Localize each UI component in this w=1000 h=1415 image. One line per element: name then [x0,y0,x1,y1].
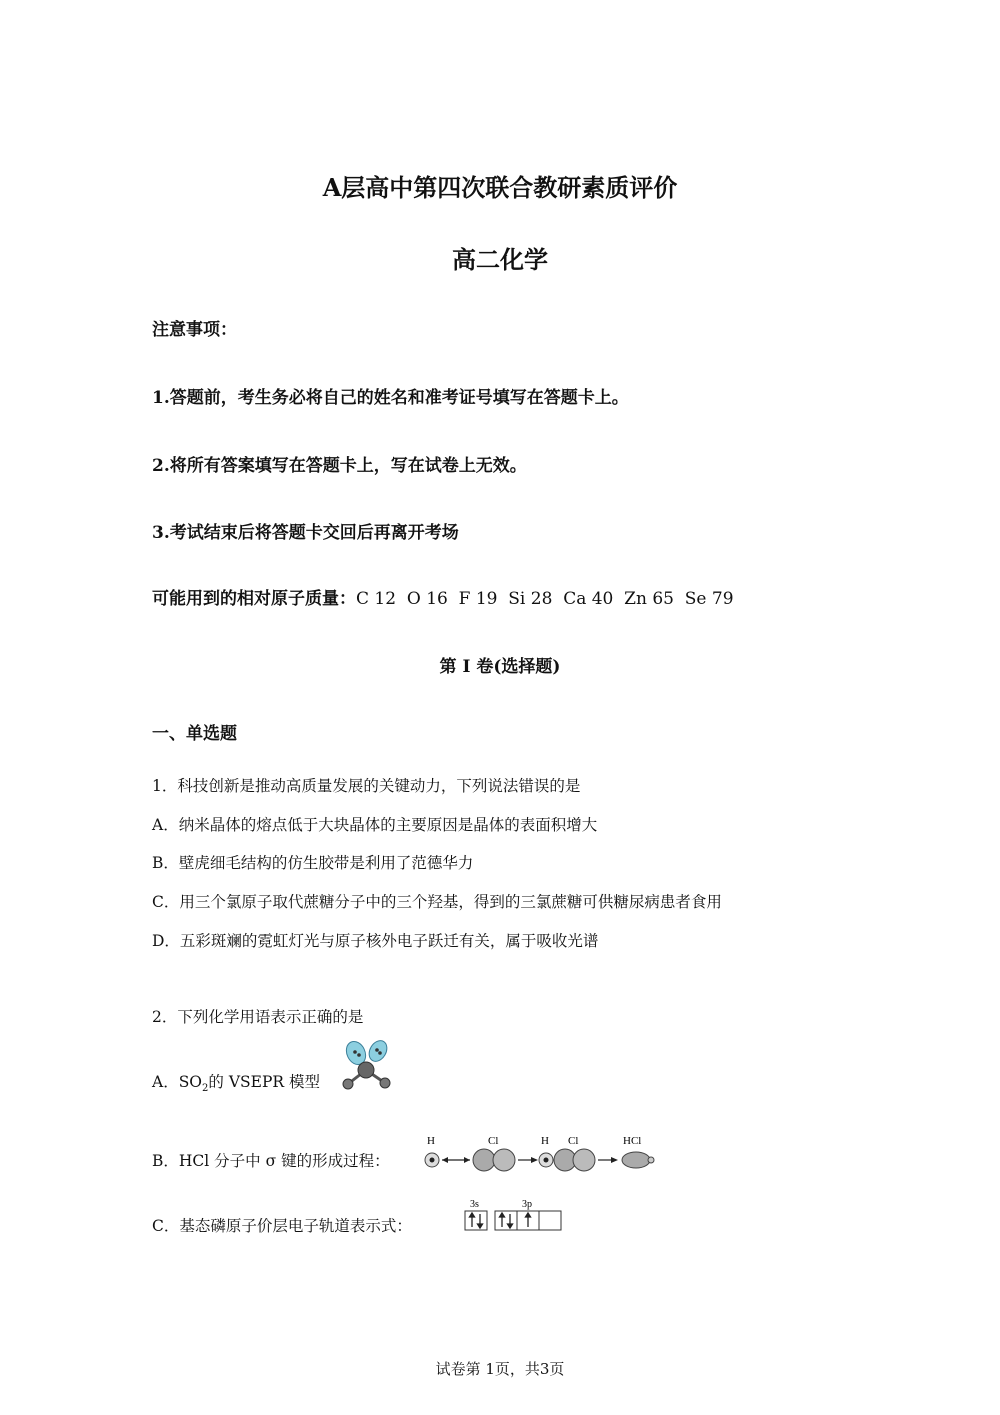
question-1-option-c: C．用三个氯原子取代蔗糖分子中的三个羟基，得到的三氯蔗糖可供糖尿病患者食用 [152,893,722,911]
atomic-masses [152,584,734,609]
question-2-option-a: A．$SO_2$的 VSEPR 模型 [152,1073,320,1095]
question-2-option-c: C．基态磷原子价层电子轨道表示式： [152,1217,412,1235]
exam-title: A层高中第四次联合教研素质评价 [322,173,678,202]
so2-vsepr-model-figure [338,1040,398,1092]
hcl-label-h2: H [541,1135,549,1147]
orbital-label-3s: 3s [470,1199,479,1210]
question-1-option-a: A．纳米晶体的熔点低于大块晶体的主要原因是晶体的表面积增大 [152,816,598,834]
question-1-stem: 1．科技创新是推动高质量发展的关键动力，下列说法错误的是 [152,777,581,795]
hcl-label-cl2: Cl [568,1135,579,1147]
atomic-masses-values: C 12 O 16 F 19 Si 28 Ca 40 Zn 65 Se 79 [356,589,734,609]
question-1-option-d: D．五彩斑斓的霓虹灯光与原子核外电子跃迁有关，属于吸收光谱 [152,932,599,950]
hcl-label-h1: H [427,1135,435,1147]
hcl-sigma-bond-figure [418,1130,658,1178]
hcl-label-hcl: HCl [623,1135,642,1147]
notice-item-1: 1.答题前，考生务必将自己的姓名和准考证号填写在答题卡上。 [152,388,629,408]
notice-item-3: 3.考试结束后将答题卡交回后再离开考场 [152,523,459,543]
section-title: 一、单选题 [152,724,237,744]
question-1-option-b: B．壁虎细毛结构的仿生胶带是利用了范德华力 [152,854,474,872]
phosphorus-orbital-diagram [462,1196,566,1234]
hcl-label-cl1: Cl [488,1135,499,1147]
atomic-masses-label: 可能用到的相对原子质量： [152,589,356,609]
orbital-label-3p: 3p [522,1199,532,1210]
question-2-stem: 2．下列化学用语表示正确的是 [152,1008,364,1026]
volume-title: 第 I 卷(选择题) [439,657,561,677]
notice-item-2: 2.将所有答案填写在答题卡上，写在试卷上无效。 [152,456,527,476]
exam-subject: 高二化学 [452,245,548,274]
notice-heading: 注意事项： [152,320,237,340]
page-footer: 试卷第 1页，共3页 [435,1360,565,1378]
question-2-option-b: B．HCl 分子中 σ 键的形成过程： [152,1152,390,1170]
